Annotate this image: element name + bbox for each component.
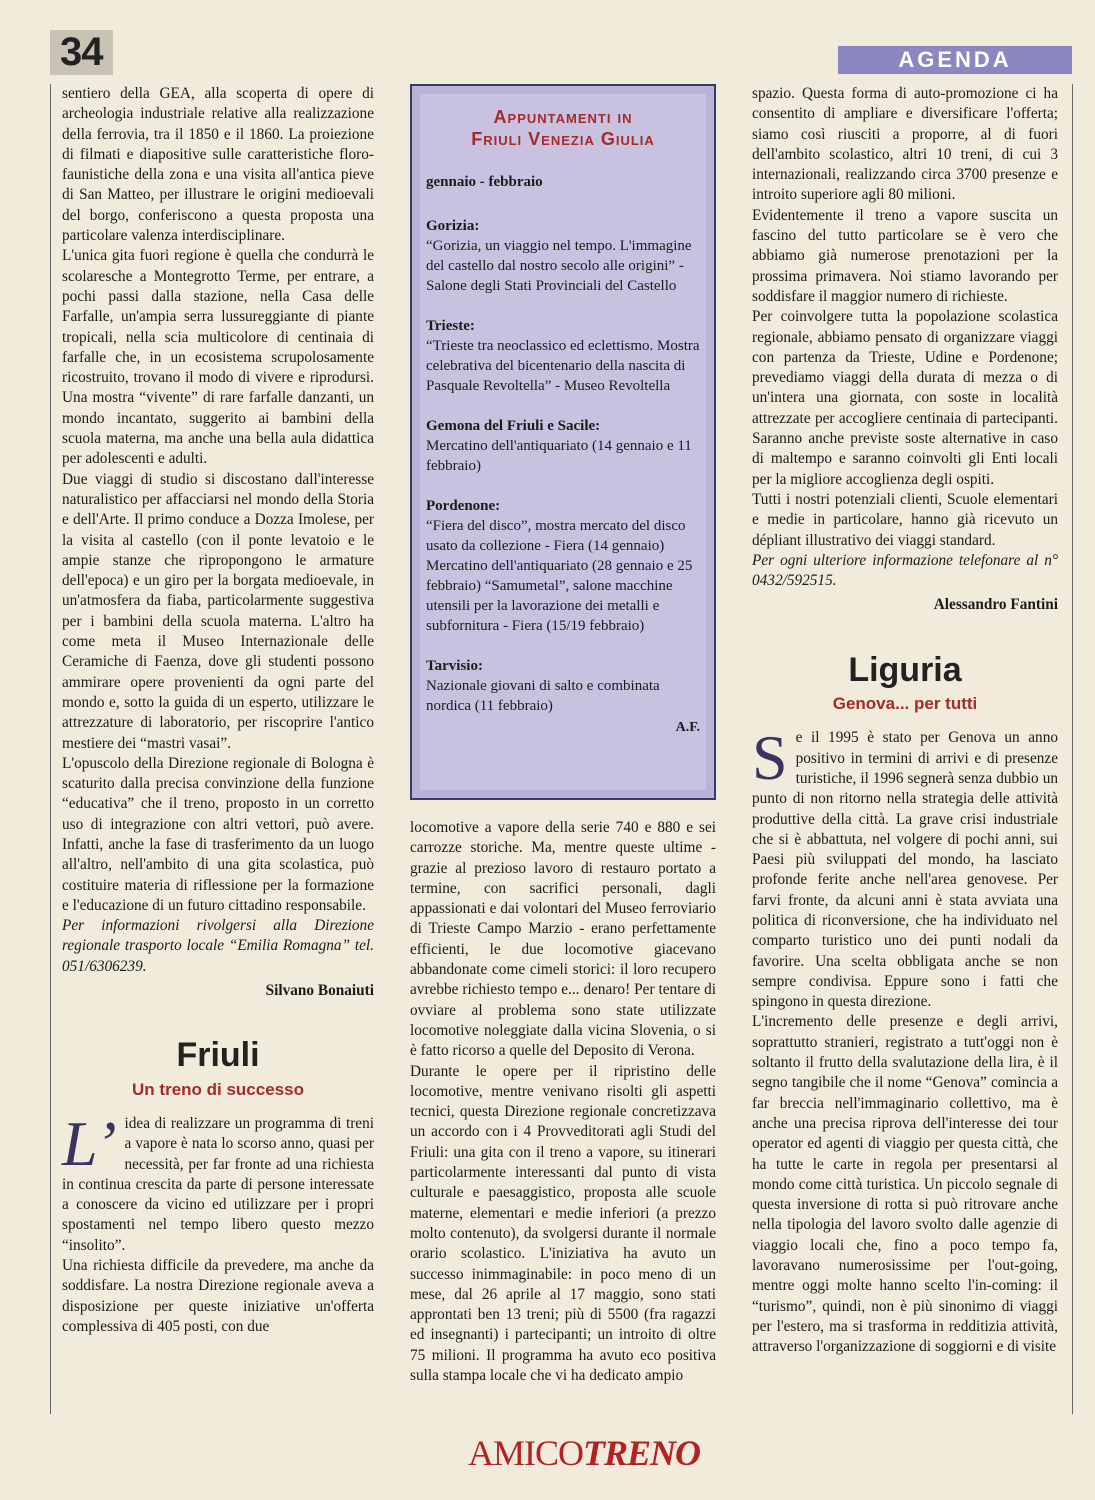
drop-cap: L’ [62,1107,117,1179]
events-box [410,84,716,800]
paragraph-text: idea di realizzare un programma di treni a vapore è nata lo scorso anno, quasi per necessità, per far fronte ad una richiesta in continua crescita da parte di persone interessate a conoscere da vicino ed utilizzare per i propri spostamenti nel tempo libero questo mezzo “insolito”. [62,1114,374,1254]
author-signature: Silvano Bonaiuti [265,982,374,1000]
event-city: Gemona del Friuli e Sacile: [426,418,601,434]
event-description: “Trieste tra neoclassico ed eclettismo. Mostra celebrativa del bicentenario della nascita di Pasquale Revoltella” - Museo Revoltella [426,338,700,394]
paragraph: L'opuscolo della Direzione regionale di Bologna è scaturito dalla precisa convinzione della funzione “educativa” che il treno, proposto in un corretto uso di integrazione con altri vettori, può avere. Infatti, anche la fase di trasferimento da un luogo all'altro, nell'ambito di una gita scolastica, può costituire materia di riflessione per la formazione e l'educazione di un futuro cittadino responsabile. [62,754,374,914]
events-box-title [426,106,700,150]
paragraph: L'unica gita fuori regione è quella che condurrà le scolaresche a Montegrotto Terme, per entrare, a pochi passi dalla stazione, nella Casa delle Farfalle, un'ampia serra lussureggiante di piante tropicali, nella scia multicolore di centinaia di farfalle che, in un ecosistema scrupolosamente ricostruito, trovano il modo di vivere e riprodursi. Una mostra “vivente” di rare farfalle danzanti, un mondo incantato, suggerito ai bambini della scuola materna, ma anche una bella aula didattica per adolescenti e adulti. [62,247,374,468]
column-right [752,84,1058,1358]
paragraph: Evidentemente il treno a vapore suscita un fascino del tutto particolare se è vero che abbiamo già numerose prenotazioni per la prossima primavera. Noi stiamo lavorando per soddisfare il maggior numero di richieste. [752,206,1058,305]
paragraph: Una richiesta difficile da prevedere, ma anche da soddisfare. La nostra Direzione regionale aveva a disposizione per queste iniziative un'offerta complessiva di 405 posti, con due [62,1257,374,1335]
paragraph: Tutti i nostri potenziali clienti, Scuole elementari e medie in particolare, hanno già ricevuto un dépliant illustrativo dei viaggi standard. [752,490,1058,549]
page-number: 34 [50,30,113,75]
event-description: Nazionale giovani di salto e combinata nordica (11 febbraio) [426,678,660,714]
event-city: Gorizia: [426,218,480,234]
event-item [426,496,700,636]
drop-cap: S [752,722,788,794]
paragraph [62,1107,374,1256]
paragraph-text: e il 1995 è stato per Genova un anno positivo in termini di arrivi e di presenze turistiche, il 1996 segnerà senza dubbio un punto di non ritorno nella strategia delle attività produttive della città. La grave crisi industriale che si è abbattuta, nel volgere di pochi anni, sui Paesi più sviluppati del mondo, ha lasciato profonde ferite anche nell'area genovese. Per farvi fronte, da alcuni anni è stata avviata una politica di riconversione, che ha individuato nel comparto turistico uno dei punti nodali da favorire. Una scelta obbligata anche se non sempre condivisa. Eppure sono i fatti che spingono in questa direzione. [752,729,1058,1011]
paragraph [752,722,1058,1012]
right-border-rule [1072,84,1073,1414]
paragraph: locomotive a vapore della serie 740 e 880 e sei carrozze storiche. Ma, mentre queste ultime - grazie al prezioso lavoro di restauro portato a termine, con sacrifici personali, dagli appassionati e dai volontari del Museo ferroviario di Trieste Campo Marzio - erano perfettamente efficienti, le due locomotive giacevano abbandonate come cimeli storici: il loro recupero avrebbe richiesto tempo e... denaro! Per tentare di ovviare al problema sono state utilizzate locomotive noleggiate dalla vicina Slovenia, o si è fatto ricorso a quelle del Deposito di Verona. [410,819,716,1060]
event-description: “Fiera del disco”, mostra mercato del disco usato da collezione - Fiera (14 gennaio) Mercatino dell'antiquariato (28 gennaio e 25 febbraio) “Samumetal”, salone macchine utensili per la lavorazione dei metalli e subfornitura - Fiera (15/19 febbraio) [426,518,693,634]
column-left [62,84,374,1337]
section-subtitle-friuli: Un treno di successo [132,1079,304,1099]
event-city: Tarvisio: [426,658,483,674]
events-dates: gennaio - febbraio [426,174,543,190]
section-tag: AGENDA [838,46,1072,74]
paragraph: Due viaggi di studio si discostano dall'interesse naturalistico per affacciarsi nel mondo della Storia e dell'Arte. Il primo conduce a Dozza Imolese, per la visita al castello (con il ponte levatoio e le ampie stanze che ripropongono le armature dell'epoca) e un giro per la borgata medioevale, in un'atmosfera da fiaba, particolarmente suggestiva per i bambini della scuola materna. L'altro ha come meta il Museo Internazionale delle Ceramiche di Faenza, dove gli studenti possono ammirare opere provenienti da ogni parte del mondo e, sotto la guida di un esperto, utilizzare le attrezzature di laboratorio, per riscoprire l'antico mestiere dei “mastri vasai”. [62,470,374,752]
paragraph: L'incremento delle presenze e degli arrivi, soprattutto stranieri, registrato a tutt'oggi non è soltanto il frutto della svalutazione della lira, è il segno tangibile che il nome “Genova” comincia a far breccia nell'immaginario collettivo, ma è anche una precisa riprova dell'interesse dei tour operator ed agenti di viaggio per questa città, che ha tutte le carte in regola per presentarsi al mondo come città turistica. Un piccolo segnale di questa inversione di rotta si può ritrovare anche nella tipologia del lavoro svolto dalle agenzie di viaggio locali che, fino a poco tempo fa, lavoravano numerosissime per l'out-going, mentre oggi molte hanno scelto l'in-coming: il “turismo”, quindi, non è più sinonimo di viaggi per l'estero, ma si trasforma in redditizia attività, attraverso l'organizzazione di soggiorni e di visite [752,1013,1058,1356]
events-box-inner [420,94,706,790]
paragraph: spazio. Questa forma di auto-promozione ci ha consentito di ampliare e diversificare l'offerta; siamo così riusciti a proporre, al di fuori dell'ambito scolastico, altri 10 treni, di cui 3 internazionali, realizzando circa 3700 presenze e introito superiore agli 80 milioni. [752,85,1058,204]
section-title-liguria: Liguria [848,650,962,689]
logo-part: AMICO [468,1433,584,1473]
events-box-title-line: Appuntamenti in [493,107,633,127]
paragraph: Per coinvolgere tutta la popolazione scolastica regionale, abbiamo pensato di organizzare viaggi con partenza da Trieste, Udine e Pordenone; prevediamo viaggi della durata di mezza o di un'intera una giornata, con soste in località attrezzate per accogliere centinaia di partecipanti. Saranno anche previste soste alternative in caso di maltempo e saranno coinvolti gli Enti locali per la migliore accoglienza degli ospiti. [752,308,1058,488]
event-city: Pordenone: [426,498,501,514]
section-title-friuli: Friuli [176,1036,260,1075]
event-item [426,316,700,396]
author-signature: Alessandro Fantini [933,596,1058,614]
left-border-rule [50,84,51,1414]
logo-part: TRENO [583,1433,701,1473]
section-subtitle-liguria: Genova... per tutti [832,694,978,714]
event-description: “Gorizia, un viaggio nel tempo. L'immagine del castello dal nostro secolo alle origini” - Salone degli Stati Provinciali del Castello [426,238,692,294]
column-middle [410,818,716,1386]
paragraph: sentiero della GEA, alla scoperta di opere di archeologia industriale relative alla realizzazione della ferrovia, tra il 1850 e il 1860. La proiezione di filmati e diapositive sulle caratteristiche floro-faunistiche della zona e una visita all'antica pieve di San Matteo, per illustrare le origini medioevali del borgo, conferiscono a questa proposta una particolare valenza interdisciplinare. [62,85,374,245]
events-box-title-line: Friuli Venezia Giulia [471,129,655,149]
paragraph: Durante le opere per il ripristino delle locomotive, mentre venivano risolti gli aspetti tecnici, questa Direzione regionale concretizzava un accordo con i 4 Provveditorati agli Studi del Friuli: una gita con il treno a vapore, su itinerari particolarmente interessanti dal punto di vista culturale e paesaggistico, proposta alle scuole materne, elementari e medie inferiori (a prezzo molto contenuto), da svolgersi durante il normale orario scolastico. L'iniziativa ha avuto un successo inimmaginabile: in poco meno di un mese, dal 26 aprile al 17 maggio, sono stati approntati ben 13 treni; più di 5500 (fra ragazzi ed insegnanti) i partecipanti; un introito di oltre 75 milioni. Il programma ha avuto eco positiva sulla stampa locale che vi ha dedicato ampio [410,1062,716,1385]
event-item [426,416,700,476]
events-box-signature: A.F. [675,720,700,735]
event-description: Mercatino dell'antiquariato (14 gennaio e 11 febbraio) [426,438,692,474]
info-note: Per ogni ulteriore informazione telefonare al n° 0432/592515. [752,551,1058,590]
event-city: Trieste: [426,318,475,334]
magazine-logo [468,1432,700,1474]
info-note: Per informazioni rivolgersi alla Direzione regionale trasporto locale “Emilia Romagna” tel. 051/6306239. [62,917,374,975]
event-item [426,216,700,296]
event-item [426,656,700,716]
